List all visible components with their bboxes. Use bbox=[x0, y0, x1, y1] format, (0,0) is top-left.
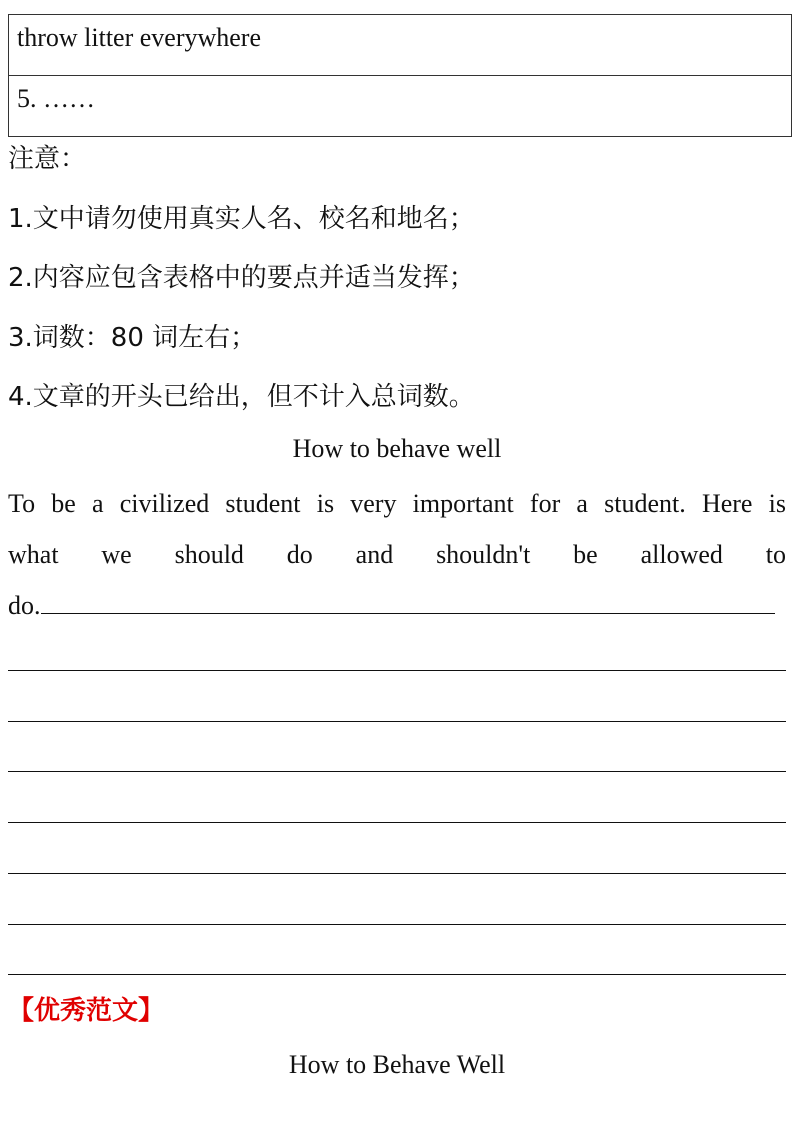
essay-word: and bbox=[355, 540, 394, 569]
essay-word: do bbox=[286, 540, 313, 569]
notes-section bbox=[8, 136, 788, 434]
essay-word: we bbox=[101, 540, 132, 569]
notes-heading: 注意： bbox=[8, 144, 87, 174]
note-item: 3.词数：80 词左右； bbox=[8, 322, 257, 353]
essay-title: How to behave well bbox=[292, 434, 502, 463]
answer-line[interactable] bbox=[8, 822, 786, 823]
answer-line[interactable] bbox=[8, 721, 786, 722]
essay-word: what bbox=[8, 540, 59, 569]
essay-opening bbox=[8, 478, 786, 631]
answer-line[interactable] bbox=[8, 974, 786, 975]
table-cell: throw litter everywhere bbox=[9, 15, 792, 76]
answer-line[interactable] bbox=[8, 873, 786, 874]
essay-line-1: To be a civilized student is very important for a student. Here is bbox=[8, 489, 786, 518]
answer-line[interactable] bbox=[8, 924, 786, 925]
essay-word: allowed bbox=[640, 540, 723, 569]
essay-word: to bbox=[765, 540, 786, 569]
essay-word: shouldn't bbox=[436, 540, 531, 569]
essay-line-3 bbox=[8, 580, 786, 631]
answer-line[interactable] bbox=[8, 670, 786, 671]
sample-heading: 【优秀范文】 bbox=[8, 996, 165, 1026]
essay-line-2 bbox=[8, 529, 786, 580]
table-cell: 5. …… bbox=[9, 76, 792, 137]
note-item: 1.文中请勿使用真实人名、校名和地名； bbox=[8, 203, 475, 234]
answer-blank[interactable] bbox=[41, 591, 775, 614]
points-table bbox=[8, 14, 792, 137]
table-row bbox=[9, 15, 792, 76]
note-item: 4.文章的开头已给出，但不计入总词数。 bbox=[8, 382, 475, 412]
sample-title: How to Behave Well bbox=[288, 1050, 506, 1079]
essay-word: be bbox=[573, 540, 598, 569]
essay-line-3-text: do. bbox=[8, 591, 41, 620]
answer-line[interactable] bbox=[8, 771, 786, 772]
essay-word: should bbox=[174, 540, 244, 569]
table-row bbox=[9, 76, 792, 137]
note-item: 2.内容应包含表格中的要点并适当发挥； bbox=[8, 263, 475, 293]
